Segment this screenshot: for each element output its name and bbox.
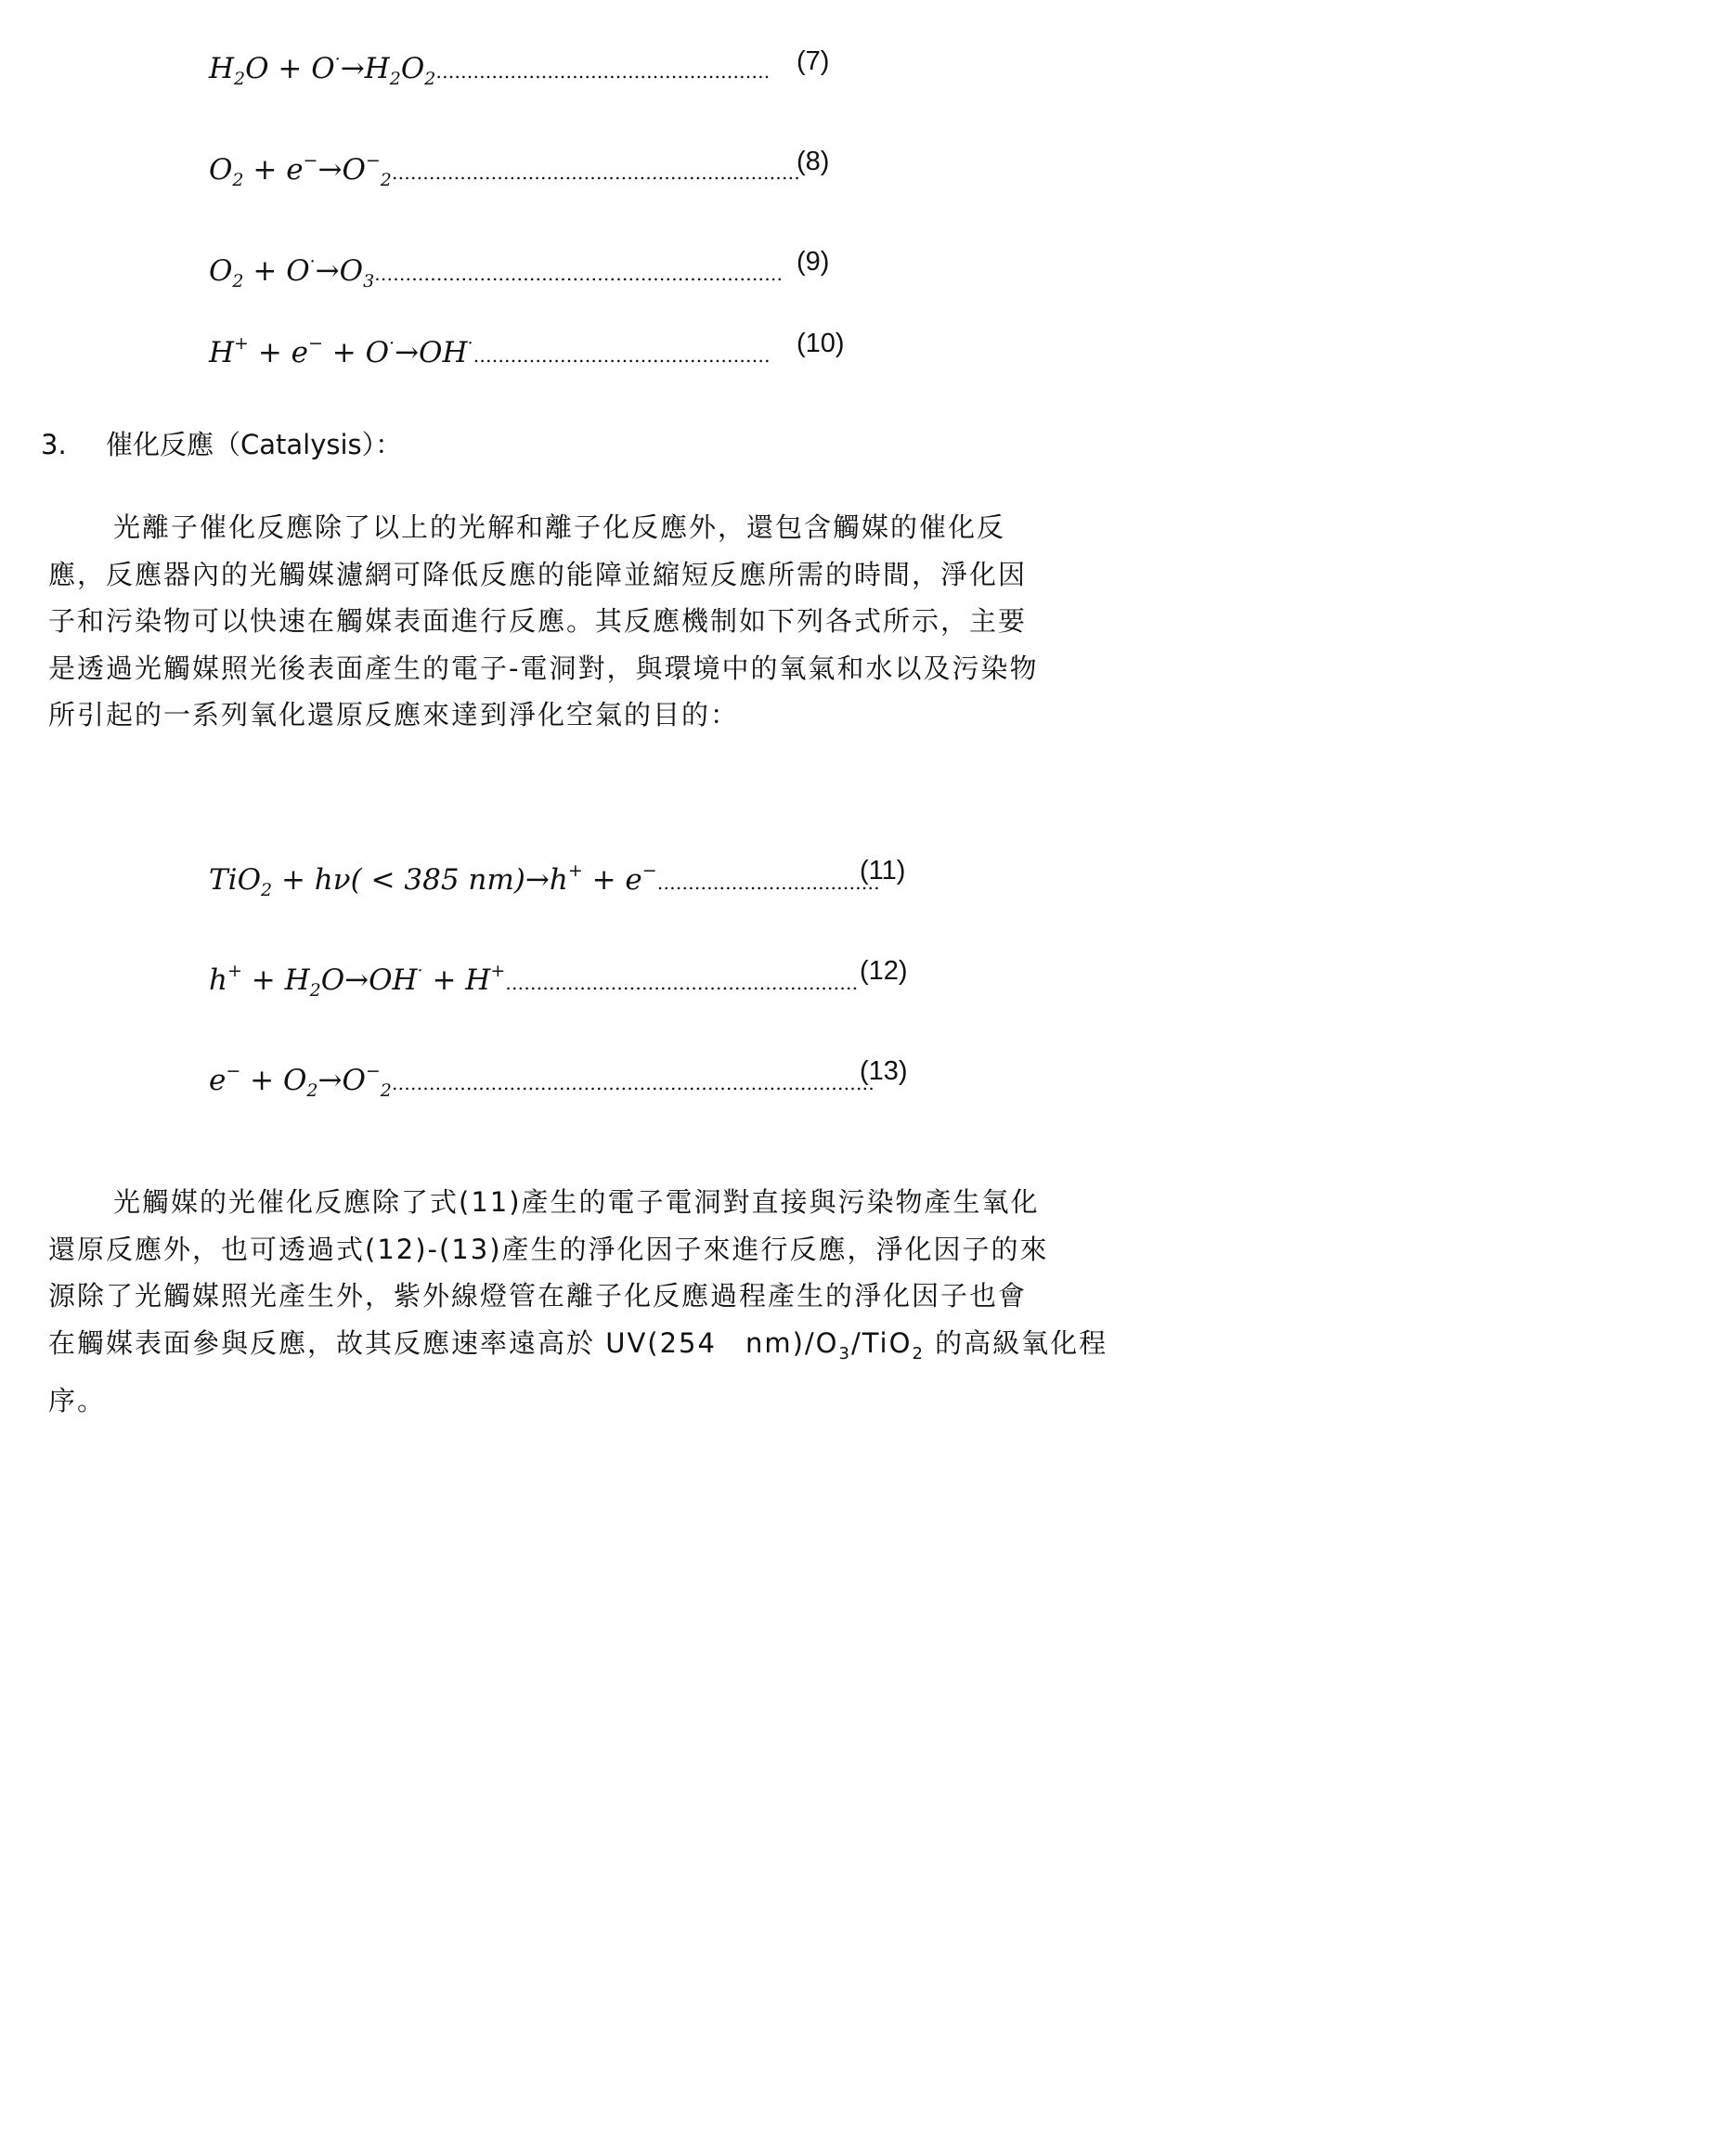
equation-11-dots: ……………………………… — [656, 872, 880, 894]
equation-13-expr: $e^- + O_2\to O^-_2$ — [209, 1061, 392, 1101]
equation-10-number: (10) — [797, 329, 845, 358]
equation-11-expr: TiO$_2$ + hν( < 385 nm)→h+ + e− — [209, 860, 657, 900]
paragraph-line: 光觸媒的光催化反應除了式(11)產生的電子電洞對直接與污染物產生氧化 — [113, 1186, 1040, 1218]
equation-12 — [209, 952, 858, 1009]
equation-8-expr: $O_2 + e^-\to O^-_2$ — [209, 150, 392, 190]
equation-7-dots: ……………………………………………… — [435, 60, 771, 83]
paragraph-line: 子和污染物可以快速在觸媒表面進行反應。其反應機制如下列各式所示，主要 — [48, 605, 1028, 637]
equation-12-expr: $h^+ + H_2O\to OH^\cdot + H^+$ — [209, 961, 506, 1001]
paragraph-line: 光離子催化反應除了以上的光解和離子化反應外，還包含觸媒的催化反 — [113, 511, 1006, 543]
section-title: 催化反應（Catalysis）： — [106, 429, 403, 460]
paragraph-line: 還原反應外，也可透過式(12)-(13)產生的淨化因子來進行反應，淨化因子的來 — [48, 1233, 1049, 1265]
equation-11-number: (11) — [860, 856, 906, 886]
paragraph-catalysis-detail — [48, 1179, 1133, 1424]
equation-11 — [209, 852, 880, 909]
equation-7 — [209, 41, 770, 97]
equation-9-number: (9) — [797, 247, 830, 277]
equation-10 — [209, 325, 771, 374]
equation-9-dots: ………………………………………………………… — [374, 263, 784, 285]
section-number: 3. — [41, 429, 67, 460]
equation-13-number: (13) — [860, 1056, 908, 1086]
equation-13 — [209, 1053, 874, 1109]
equation-9-expr: $O_2 + O^\cdot\to O_3$ — [209, 252, 375, 291]
equation-8-number: (8) — [797, 147, 830, 176]
equation-10-expr: H+ + e− + O·→OH· — [209, 333, 473, 369]
document-page — [0, 0, 1192, 1476]
paragraph-catalysis-intro — [48, 504, 1133, 739]
equation-9 — [209, 243, 783, 300]
equation-7-number: (7) — [797, 46, 830, 76]
equation-13-dots: …………………………………………………………………… — [391, 1072, 874, 1094]
paragraph-line: 序。 — [48, 1384, 107, 1416]
equation-10-dots: ………………………………………… — [473, 344, 771, 367]
equation-7-expr: $H_2O + O^\cdot\to H_2O_2$ — [209, 49, 436, 89]
paragraph-line: 源除了光觸媒照光產生外，紫外線燈管在離子化反應過程產生的淨化因子也會 — [48, 1280, 1028, 1312]
equation-8-dots: ………………………………………………………… — [391, 162, 800, 184]
paragraph-line: 在觸媒表面參與反應，故其反應速率遠高於 UV(254 $nm)/O_3/TiO_2$ 的高級氧化程 — [48, 1326, 1108, 1364]
paragraph-line: 所引起的一系列氧化還原反應來達到淨化空氣的目的： — [48, 699, 740, 730]
equation-12-number: (12) — [860, 956, 908, 986]
paragraph-line: 應，反應器內的光觸媒濾網可降低反應的能障並縮短反應所需的時間，淨化因 — [48, 558, 1028, 590]
paragraph-line: 是透過光觸媒照光後表面產生的電子-電洞對，與環境中的氧氣和水以及污染物 — [48, 652, 1039, 684]
equation-8 — [209, 142, 800, 199]
equation-12-dots: ………………………………………………… — [505, 972, 859, 994]
section-heading — [41, 426, 402, 463]
